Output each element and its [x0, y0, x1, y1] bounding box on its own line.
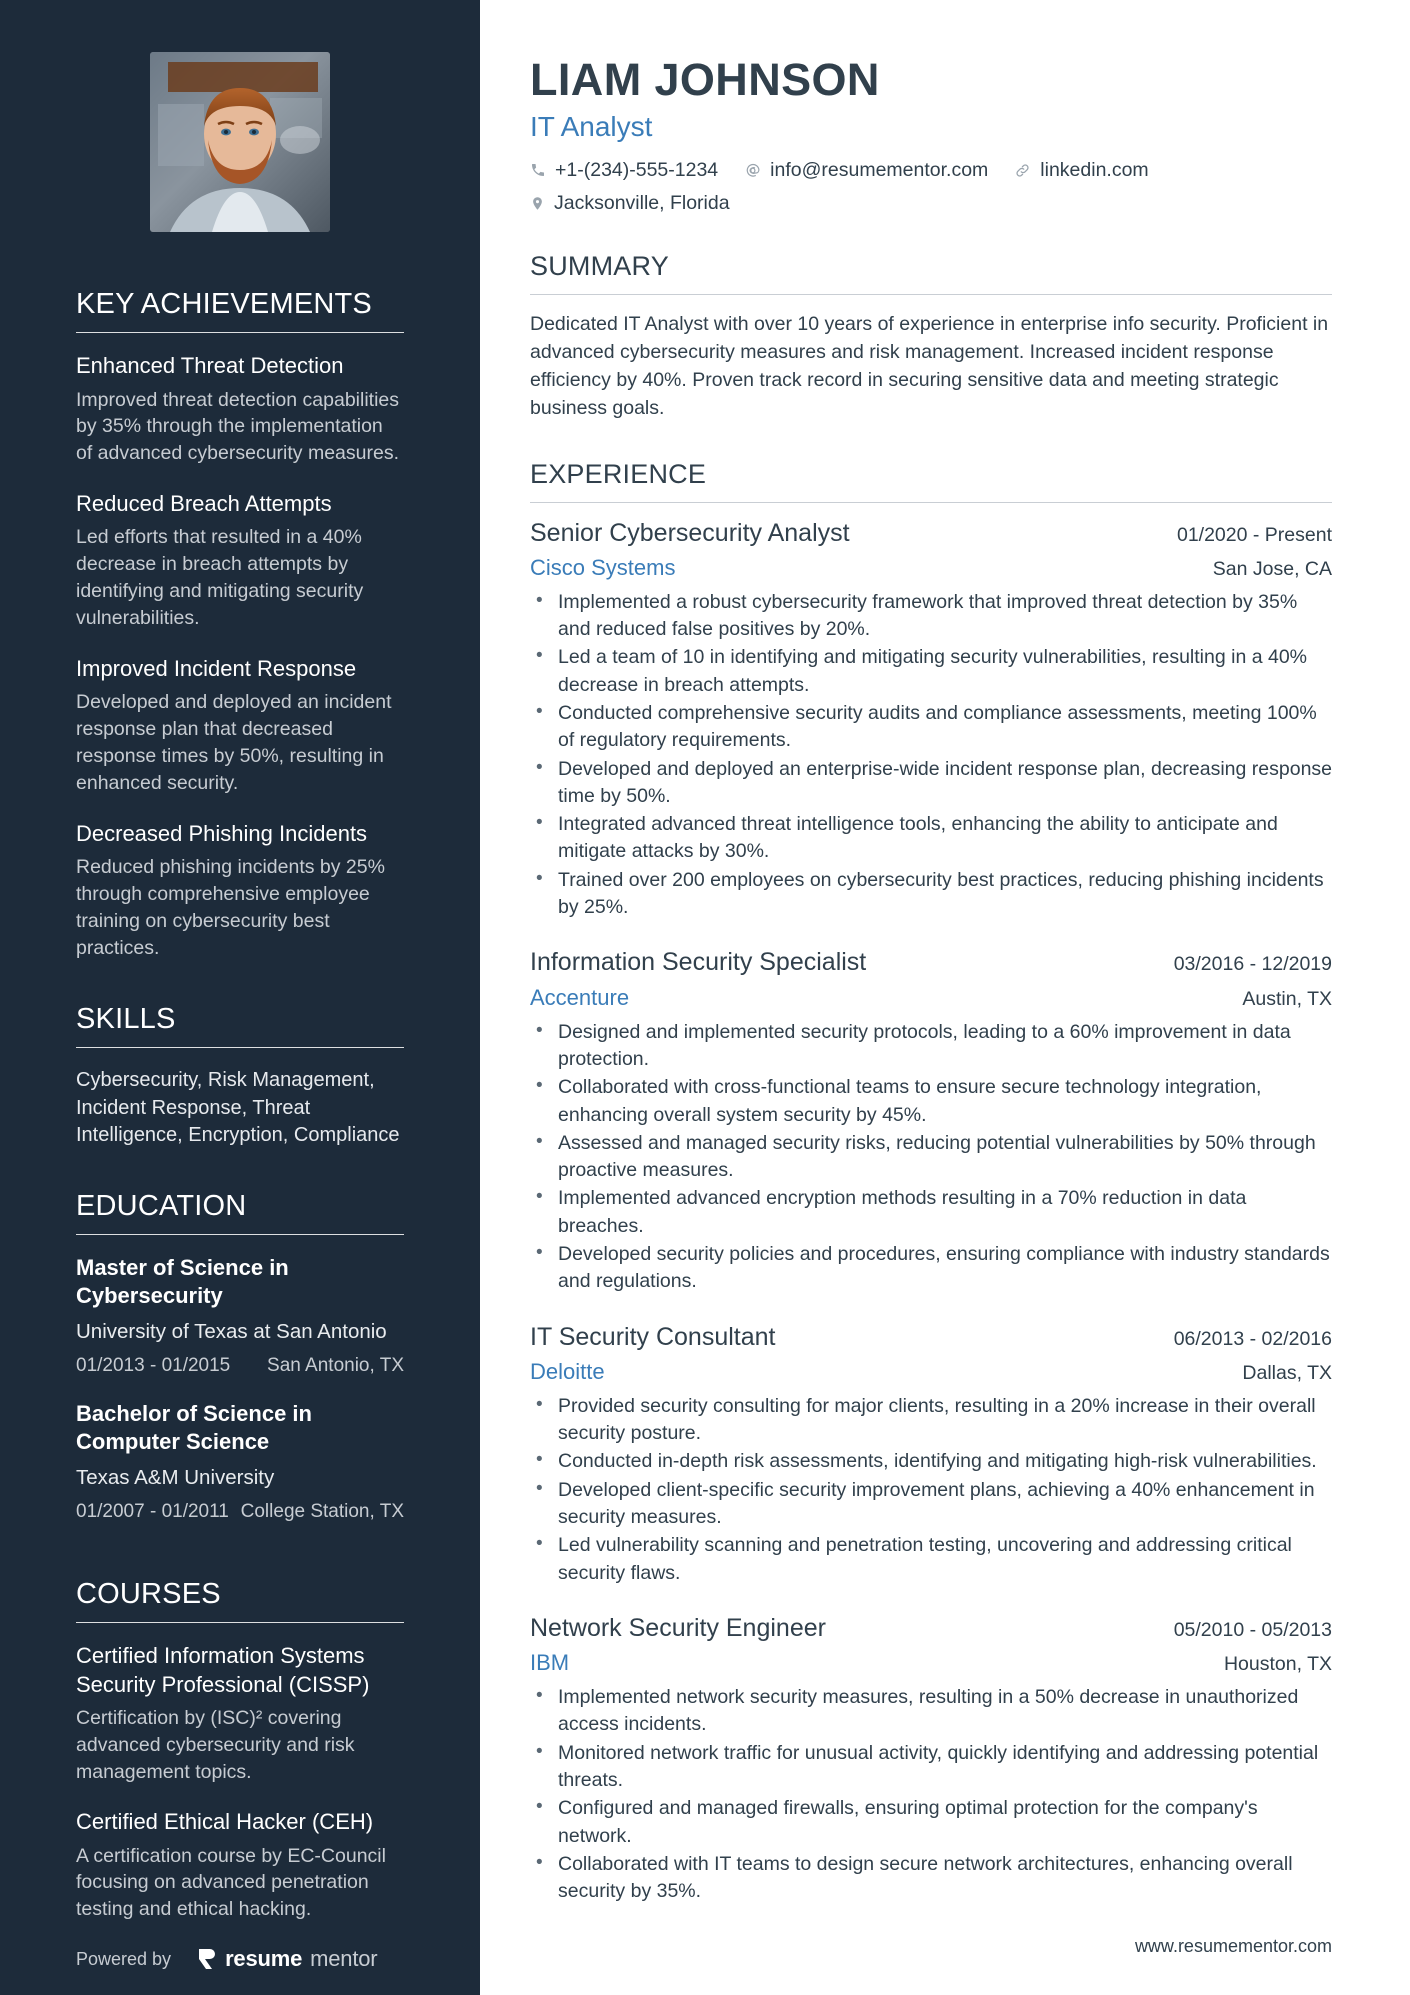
contact-email[interactable] [744, 159, 988, 182]
brand-name-light: mentor [310, 1946, 378, 1972]
experience-bullet: • Monitored network traffic for unusual activity, quickly identifying and addressing potential threats. [530, 1740, 1332, 1795]
experience-location: Houston, TX [1223, 1653, 1332, 1676]
main-content [480, 0, 1410, 1995]
education-dates: 01/2013 - 01/2015 [76, 1355, 231, 1377]
experience-bullet: • Designed and implemented security protocols, leading to a 60% improvement in data protection. [530, 1019, 1332, 1074]
section-title-skills: SKILLS [76, 1002, 176, 1035]
experience-dates: 03/2016 - 12/2019 [1173, 953, 1332, 976]
experience-subheader [530, 1359, 1332, 1385]
section-title-experience: EXPERIENCE [530, 458, 707, 489]
experience-dates: 06/2013 - 02/2016 [1173, 1327, 1332, 1350]
experience-bullet: • Led vulnerability scanning and penetration testing, uncovering and addressing critical security flaws. [530, 1532, 1332, 1587]
education-meta [76, 1501, 404, 1523]
section-experience [530, 459, 1332, 1906]
experience-bullet: • Collaborated with cross-functional teams to ensure secure technology integration, enhancing overall system security by 45%. [530, 1074, 1332, 1129]
avatar [150, 52, 330, 232]
sidebar-content [0, 0, 480, 1946]
section-summary [530, 251, 1332, 423]
achievement-item [76, 490, 404, 632]
resumementor-logo [197, 1946, 377, 1972]
section-skills [76, 1003, 404, 1150]
footer-website-url[interactable]: www.resumementor.com [1134, 1936, 1332, 1956]
education-location: San Antonio, TX [267, 1355, 404, 1377]
section-title-summary: SUMMARY [530, 250, 669, 281]
experience-company: Accenture [530, 984, 630, 1010]
achievement-description: Led efforts that resulted in a 40% decrease in breach attempts by identifying and mitigating security vulnerabilities. [76, 526, 364, 630]
course-title: Certified Ethical Hacker (CEH) [76, 1809, 374, 1835]
experience-bullet: • Collaborated with IT teams to design secure network architectures, enhancing overall security by 35%. [530, 1851, 1332, 1906]
experience-bullets [530, 1393, 1332, 1587]
spacer [76, 1546, 404, 1578]
portrait-photo-icon [150, 52, 330, 232]
spacer [76, 1158, 404, 1190]
experience-dates: 01/2020 - Present [1176, 523, 1332, 546]
contact-location-text: Jacksonville, Florida [554, 191, 730, 214]
section-key-achievements [76, 288, 404, 962]
experience-item [530, 1613, 1332, 1906]
education-location: College Station, TX [240, 1501, 404, 1523]
experience-job-title: Senior Cybersecurity Analyst [530, 518, 850, 547]
experience-subheader [530, 1650, 1332, 1676]
education-degree: Bachelor of Science in Computer Science [76, 1401, 312, 1455]
education-school: Texas A&M University [76, 1466, 275, 1490]
experience-bullet: • Developed and deployed an enterprise-wide incident response plan, decreasing response time by 50%. [530, 756, 1332, 811]
brand-name-bold: resume [225, 1946, 303, 1972]
experience-company: IBM [530, 1650, 570, 1676]
achievement-item [76, 820, 404, 962]
experience-header [530, 518, 1332, 549]
course-description: Certification by (ISC)² covering advanced cybersecurity and risk management topics. [76, 1706, 355, 1783]
achievement-title: Improved Incident Response [76, 656, 357, 681]
page-title: LIAM JOHNSON [530, 54, 880, 105]
experience-bullet: • Conducted in-depth risk assessments, identifying and mitigating high-risk vulnerabilities. [530, 1448, 1332, 1475]
link-icon [1014, 162, 1031, 179]
experience-job-title: Information Security Specialist [530, 948, 867, 977]
education-meta [76, 1355, 404, 1377]
experience-location: Dallas, TX [1242, 1361, 1332, 1384]
achievement-title: Decreased Phishing Incidents [76, 820, 368, 846]
sidebar [0, 0, 480, 1995]
section-divider [76, 1047, 404, 1048]
profile-photo-wrap [76, 52, 404, 232]
experience-bullet: • Implemented advanced encryption methods resulting in a 70% reduction in data breaches. [530, 1185, 1332, 1240]
sidebar-footer [0, 1946, 480, 1995]
section-courses [76, 1578, 404, 1923]
section-title-key-achievements: KEY ACHIEVEMENTS [76, 288, 372, 320]
section-divider [530, 502, 1332, 503]
education-item [76, 1254, 404, 1377]
experience-subheader [530, 985, 1332, 1011]
job-role-subtitle: IT Analyst [530, 110, 653, 142]
experience-location: San Jose, CA [1212, 557, 1332, 580]
summary-text: Dedicated IT Analyst with over 10 years of experience in enterprise info security. Proficient in advanced cybersecurity measures and risk management. Increased incident response efficiency by 40%. Proven track record in securing sensitive data and meeting strategic business goals. [530, 312, 1329, 420]
contact-location[interactable] [530, 192, 730, 215]
contact-phone[interactable] [530, 159, 718, 182]
achievement-item [76, 352, 404, 467]
experience-bullet: • Conducted comprehensive security audits and compliance assessments, meeting 100% of regulatory requirements. [530, 700, 1332, 755]
location-icon [530, 195, 545, 212]
experience-job-title: Network Security Engineer [530, 1613, 826, 1642]
course-item [76, 1808, 404, 1923]
experience-item [530, 1322, 1332, 1587]
achievement-description: Reduced phishing incidents by 25% through comprehensive employee training on cybersecurity best practices. [76, 855, 385, 959]
contact-info [530, 159, 1210, 215]
experience-bullet: • Assessed and managed security risks, reducing potential vulnerabilities by 50% through proactive measures. [530, 1130, 1332, 1185]
experience-header [530, 1322, 1332, 1353]
experience-bullet: • Provided security consulting for major clients, resulting in a 20% increase in their overall security posture. [530, 1393, 1332, 1448]
achievement-description: Improved threat detection capabilities by 35% through the implementation of advanced cybersecurity measures. [76, 388, 400, 465]
experience-dates: 05/2010 - 05/2013 [1173, 1618, 1332, 1641]
resumementor-mark-icon [197, 1948, 217, 1970]
experience-bullets [530, 589, 1332, 922]
experience-bullet: • Developed client-specific security improvement plans, achieving a 40% enhancement in security measures. [530, 1477, 1332, 1532]
experience-location: Austin, TX [1242, 987, 1332, 1010]
experience-item [530, 947, 1332, 1295]
experience-bullet: • Configured and managed firewalls, ensuring optimal protection for the company's network. [530, 1795, 1332, 1850]
section-divider [76, 332, 404, 333]
education-school: University of Texas at San Antonio [76, 1320, 387, 1344]
contact-linkedin[interactable] [1014, 159, 1148, 182]
experience-company: Deloitte [530, 1358, 605, 1384]
education-item [76, 1400, 404, 1523]
experience-bullets [530, 1019, 1332, 1296]
experience-bullet: • Integrated advanced threat intelligence tools, enhancing the ability to anticipate and mitigate attacks by 30%. [530, 811, 1332, 866]
section-divider [76, 1622, 404, 1623]
education-dates: 01/2007 - 01/2011 [76, 1501, 229, 1523]
achievement-item [76, 655, 404, 797]
experience-company: Cisco Systems [530, 554, 676, 580]
course-description: A certification course by EC-Council focusing on advanced penetration testing and ethical hacking. [76, 1844, 386, 1921]
achievement-description: Developed and deployed an incident response plan that decreased response times by 50%, resulting in enhanced security. [76, 691, 392, 794]
experience-item [530, 518, 1332, 922]
powered-by-label: Powered by [76, 1948, 172, 1969]
section-education [76, 1190, 404, 1523]
experience-subheader [530, 555, 1332, 581]
section-divider [76, 1234, 404, 1235]
experience-header [530, 1613, 1332, 1644]
section-divider [530, 294, 1332, 295]
experience-job-title: IT Security Consultant [530, 1322, 776, 1351]
course-item [76, 1642, 404, 1785]
experience-bullet: • Implemented network security measures, resulting in a 50% decrease in unauthorized access incidents. [530, 1684, 1332, 1739]
course-title: Certified Information Systems Security Professional (CISSP) [76, 1643, 370, 1697]
phone-icon [530, 162, 546, 178]
experience-bullet: • Trained over 200 employees on cybersecurity best practices, reducing phishing incidents by 25%. [530, 867, 1332, 922]
experience-bullet: • Led a team of 10 in identifying and mitigating security vulnerabilities, resulting in a 40% decrease in breach attempts. [530, 644, 1332, 699]
section-title-courses: COURSES [76, 1578, 221, 1611]
achievement-title: Enhanced Threat Detection [76, 353, 344, 379]
contact-linkedin-text: linkedin.com [1040, 158, 1149, 181]
section-title-education: EDUCATION [76, 1189, 247, 1222]
spacer [76, 985, 404, 1003]
education-degree: Master of Science in Cybersecurity [76, 1255, 289, 1309]
contact-email-text: info@resumementor.com [770, 158, 989, 181]
achievement-title: Reduced Breach Attempts [76, 491, 332, 517]
email-icon [744, 162, 761, 179]
experience-bullet: • Developed security policies and procedures, ensuring compliance with industry standards and regulations. [530, 1241, 1332, 1296]
contact-phone-text: +1-(234)-555-1234 [555, 158, 719, 181]
experience-bullets [530, 1684, 1332, 1905]
experience-bullet: • Implemented a robust cybersecurity framework that improved threat detection by 35% and reduced false positives by 20%. [530, 589, 1332, 644]
skills-list: Cybersecurity, Risk Management, Incident Response, Threat Intelligence, Encryption, Compliance [76, 1068, 400, 1147]
experience-header [530, 947, 1332, 978]
